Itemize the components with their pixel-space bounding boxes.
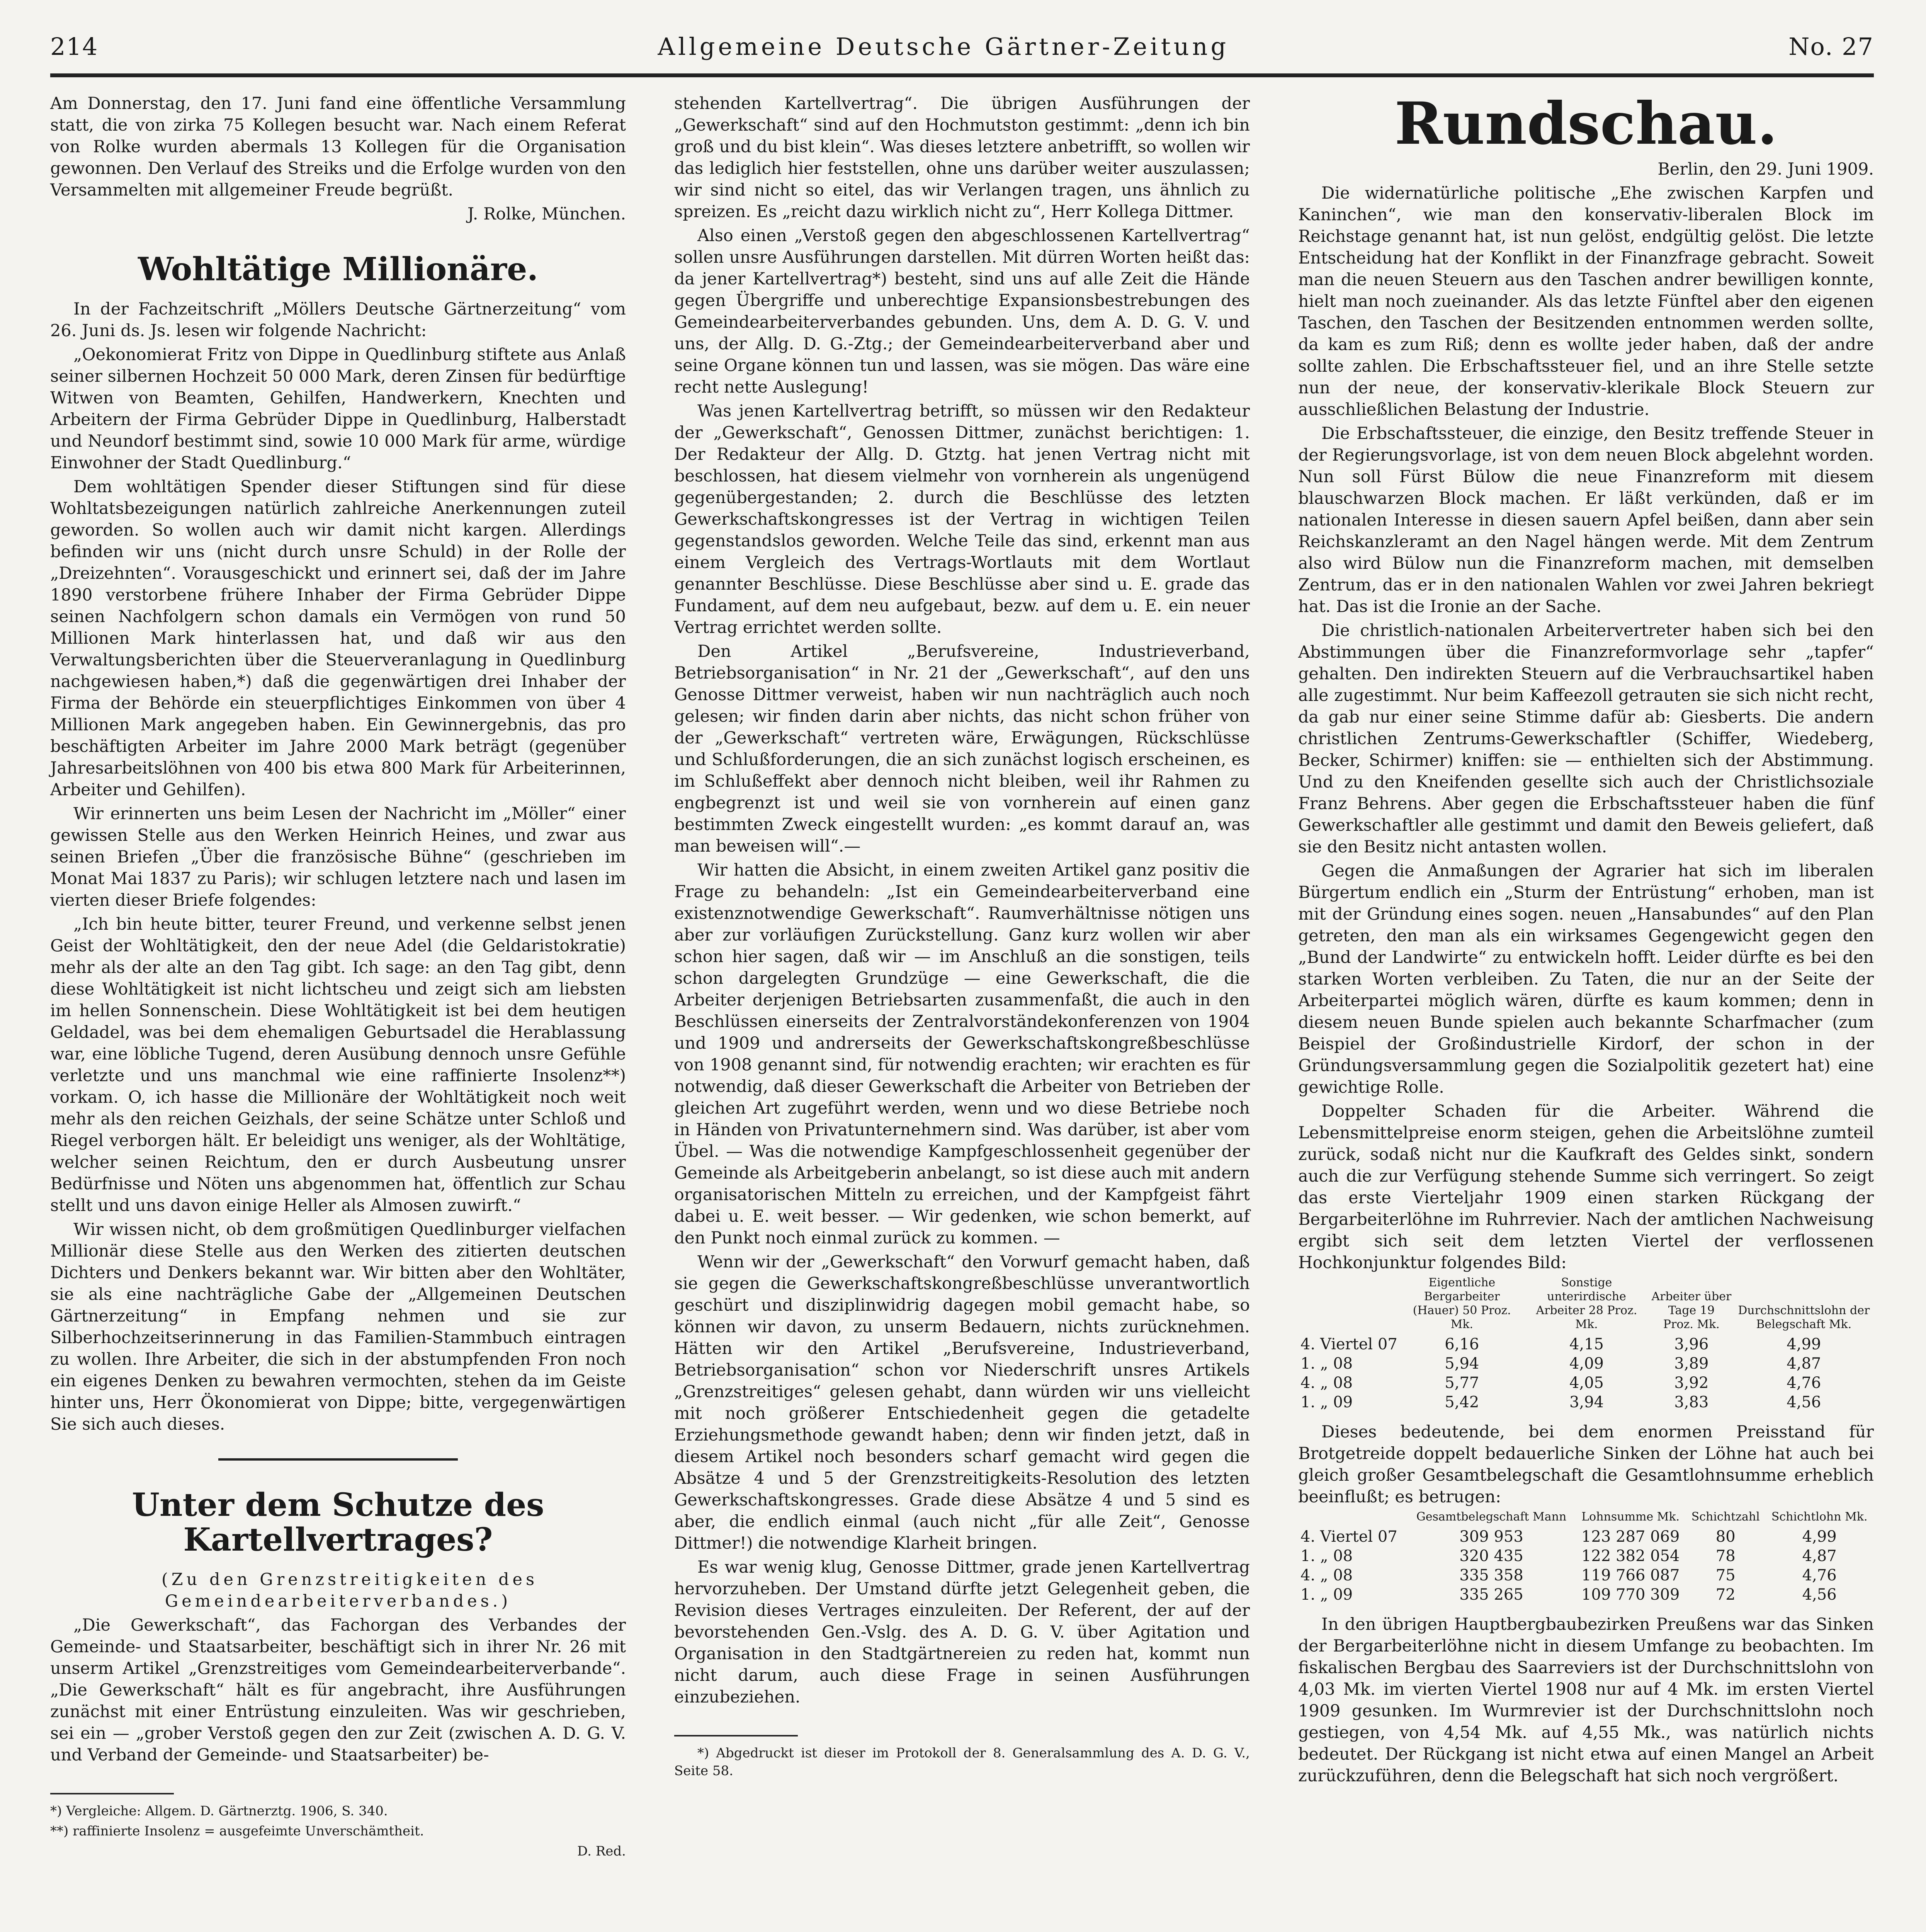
quote-paragraph: „Ich bin heute bitter, teurer Freund, und verkenne selbst jenen Geist der Wohltätigkeit, den der neue Adel (die Geldaristokratie) mehr als der alte an den Tag gibt. Ich sage: an den Tag gibt, denn diese Wohltätigkeit ist nicht lichtscheu und zeigt sich am liebsten im hellen Sonnenschein. Diese Wohltätigkeit ist bei dem heutigen Geldadel, was bei dem ehemaligen Geburtsadel die Herablassung war, eine löbliche Tugend, deren Ausübung dennoch unsre Gefühle verletzte und uns manchmal wie eine raffinierte Insolenz**) vorkam. O, ich hasse die Millionäre der Wohltätigkeit noch weit mehr als den reichen Geizhals, der seine Schätze unter Schloß und Riegel verborgen hält. Er beleidigt uns weniger, als der Wohltätige, welcher seinen Reichtum, den er durch Ausbeutung unsrer Bedürfnisse und Nöten uns abgenommen hat, öffentlich zur Schau stellt und uns davon einige Heller als Almosen zuwirft.“ (50, 915, 626, 1215)
table-cell: 4,76 (1787, 1374, 1821, 1392)
table-cell: 4,99 (1802, 1528, 1837, 1546)
newspaper-page (50, 23, 1874, 1932)
table-cell: 3,96 (1674, 1335, 1709, 1353)
table-cell: 78 (1715, 1547, 1736, 1565)
table-cell: 4. „ 08 (1300, 1566, 1353, 1584)
table-cell: 6,16 (1445, 1335, 1479, 1353)
paragraph: In den übrigen Hauptbergbaubezirken Preußens war das Sinken der Bergarbeiterlöhne nicht in diesem Umfange zu beobachten. Im fiskalischen Bergbau des Saarreviers ist der Durchschnittslohn von 4,03 Mk. im vierten Viertel 1908 nur auf 4 Mk. im ersten Viertel 1909 gesunken. Im Wurmrevier ist der Durchschnittslohn noch gestiegen, von 4,54 Mk. auf 4,55 Mk., was natürlich nichts bedeutet. Der Rückgang ist nicht etwa auf einen Mangel an Arbeit zurückzuführen, denn die Belegschaft hat sich noch vergrößert. (1298, 1615, 1874, 1786)
table-cell: 335 358 (1459, 1566, 1523, 1584)
column-1 (50, 93, 626, 1862)
paragraph: Doppelter Schaden für die Arbeiter. Während die Lebensmittelpreise enorm steigen, gehen die Arbeitslöhne zumteil zurück, sodaß nicht nur die Kaufkraft des Geldes sinkt, sondern auch die zur Verfügung stehende Summe sich verringert. So zeigt das erste Vierteljahr 1909 einen starken Rückgang der Bergarbeiterlöhne im Ruhrrevier. Nach der amtlichen Nachweisung ergibt sich seit dem letzten Viertel der verflossenen Hochkonjunktur folgendes Bild: (1298, 1102, 1874, 1272)
table-cell: 3,89 (1674, 1355, 1709, 1372)
paragraph: stehenden Kartellvertrag“. Die übrigen Ausführungen der „Gewerkschaft“ sind auf den Hochmutston gestimmt: „denn ich bin groß und du bist klein“. Was dieses letztere anbetrifft, so wollen wir das lediglich hier feststellen, ohne uns darüber weiter auszulassen; wir sind nicht so eitel, das wir Verlangen tragen, uns ähnlich zu spreizen. Es „reicht dazu wirklich nicht zu“, Herr Kollega Dittmer. (674, 94, 1250, 221)
table-header: Gesamtbelegschaft Mann (1416, 1510, 1567, 1524)
table-cell: 5,77 (1445, 1374, 1479, 1392)
wage-table-1 (1298, 1276, 1874, 1412)
paragraph: Wenn wir der „Gewerkschaft“ den Vorwurf gemacht haben, daß sie gegen die Gewerkschaftskongreßbeschlüsse unverantwortlich geschürt und disziplinwidrig dagegen mobil gemacht habe, so können wir davon, zu unserm Bedauern, nichts zurücknehmen. Hätten wir den Artikel „Berufsvereine, Industrieverband, Betriebsorganisation“ schon vor Niederschrift unsres Artikels „Grenzstreitiges“ gelesen gehabt, dann würden wir uns vielleicht mit noch größerer Entschiedenheit gegen die getadelte Erziehungsmethode gewandt haben; denn wir finden jetzt, daß in diesem Artikel noch besonders scharf gemacht wird gegen die Absätze 4 und 5 der Grenzstreitigkeits-Resolution des letzten Gewerkschaftskongresses. Grade diese Absätze 4 und 5 sind es aber, die endlich einmal (auch nicht „für alle Zeit“, Genosse Dittmer!) die notwendige Klarheit bringen. (674, 1252, 1250, 1553)
paragraph: Wir erinnerten uns beim Lesen der Nachricht im „Möller“ einer gewissen Stelle aus den Werken Heinrich Heines, und zwar aus seinen Briefen „Über die französische Bühne“ (geschrieben im Monat Mai 1837 zu Paris); wir schlugen letztere nach und lasen im vierten dieser Briefe folgendes: (50, 804, 626, 910)
masthead-rule (50, 73, 1874, 77)
table-cell: 5,42 (1445, 1393, 1479, 1411)
table-cell: 4. Viertel 07 (1300, 1335, 1397, 1353)
paragraph: Es war wenig klug, Genosse Dittmer, grade jenen Kartellvertrag hervorzuheben. Der Umstand dürfte jetzt Gelegenheit geben, die Revision dieses Vertrages einzuleiten. Der Referent, der auf der bevorstehenden Gen.-Vslg. des A. D. G. V. über Agitation und Organisation in den Stadtgärtnereien zu reden hat, kommt nun nicht darum, auch diese Frage in seinen Ausführungen einzubeziehen. (674, 1558, 1250, 1707)
footnote-rule (674, 1735, 798, 1736)
table-cell: 1. „ 08 (1300, 1355, 1353, 1372)
table-cell: 72 (1715, 1586, 1736, 1604)
article-heading-wohltaetige: Wohltätige Millionäre. (138, 251, 538, 288)
table-cell: 1. „ 08 (1300, 1547, 1353, 1565)
table-cell: 1. „ 09 (1300, 1393, 1353, 1411)
paragraph: Die christlich-nationalen Arbeitervertreter haben sich bei den Abstimmungen über die Finanzreformvorlage sehr „tapfer“ gehalten. Den indirekten Steuern auf die Verbrauchsartikel haben alle zugestimmt. Nur beim Kaffeezoll getrauten sie sich nicht recht, da gab nur einer seine Stimme dafür ab: Giesberts. Die andern christlichen Zentrums-Gewerkschaftler (Schiffer, Wiedeberg, Becker, Schirmer) kniffen: sie — enthielten sich der Abstimmung. Und zu den Kneifenden gesellte sich auch der Christlichsoziale Franz Behrens. Aber gegen die Erbschaftssteuer haben die fünf Gewerkschaftler alle gestimmt und damit den Beweis geliefert, daß sie den Besitz nicht antasten wollen. (1298, 621, 1874, 857)
table-row (1298, 1566, 1874, 1585)
intro-paragraph: Am Donnerstag, den 17. Juni fand eine öffentliche Versammlung statt, die von zirka 75 Kollegen besucht war. Nach einem Referat von Rolke wurden abermals 13 Kollegen für die Organisation gewonnen. Den Verlauf des Streiks und die Erfolge wurden von den Versammelten mit allgemeiner Freude begrüßt. (50, 94, 626, 200)
wage-table-2 (1298, 1510, 1874, 1604)
paragraph: Gegen die Anmaßungen der Agrarier hat sich im liberalen Bürgertum endlich ein „Sturm der Entrüstung“ erhoben, man ist mit der Gründung eines sogen. neuen „Hansabundes“ auf den Plan getreten, den man als ein wirksames Gegengewicht gegen den „Bund der Landwirte“ zu entwickeln hofft. Leider dürfte es bei den starken Worten verbleiben. Zu Taten, die nur an der Seite der Arbeiterpartei möglich wären, dürfte es kaum kommen; denn in diesem neuen Bunde spielen auch bekannte Scharfmacher (zum Beispiel der Großindustrielle Kirdorf, der schon in der Gründungsversammlung gegen die Sozialpolitik gezetert hat) eine gewichtige Rolle. (1298, 861, 1874, 1097)
section-separator (218, 1458, 458, 1461)
table-cell: 119 766 087 (1581, 1566, 1680, 1584)
table-cell: 3,83 (1674, 1393, 1709, 1411)
paragraph: Dem wohltätigen Spender dieser Stiftungen sind für diese Wohltatsbezeigungen natürlich zahlreiche Anerkennungen zuteil geworden. So wollen auch wir damit nicht kargen. Allerdings befinden wir uns (nicht durch unsre Schuld) in der Rolle der „Dreizehnten“. Vorausgeschickt und erinnert sei, daß der im Jahre 1890 verstorbene frühere Inhaber der Firma Gebrüder Dippe seinen Nachfolgern schon damals ein Vermögen von rund 50 Millionen Mark hinterlassen hat, und daß wir aus den Verwaltungsberichten über die Steuerveranlagung in Quedlinburg nachgewiesen haben,*) daß die gegenwärtigen drei Inhaber der Firma der Behörde ein steuerpflichtiges Einkommen von über 4 Millionen Mark angegeben haben. Ein Gewinnergebnis, das pro beschäftigten Arbeiter im Jahre 2000 Mark beträgt (gegenüber Jahresarbeitslöhnen von 400 bis etwa 800 Mark für Arbeiterinnen, Arbeiter und Gehilfen). (50, 477, 626, 799)
table-row (1298, 1527, 1874, 1546)
table-header (1298, 1276, 1400, 1335)
paragraph: Also einen „Verstoß gegen den abgeschlossenen Kartellvertrag“ sollen unsre Ausführungen darstellen. Mit dürren Worten heißt das: da jener Kartellvertrag*) besteht, sind uns auf alle Zeit die Hände gegen Übergriffe und unberechtige Expansionsbestrebungen des Gemeindearbeiterverbandes gebunden. Uns, dem A. D. G. V. und uns, der Allg. D. G.-Ztg.; der Gemeindearbeiterverband aber und seine Organe können tun und lassen, was sie mögen. Das wäre eine recht nette Auslegung! (674, 226, 1250, 397)
paragraph: „Die Gewerkschaft“, das Fachorgan des Verbandes der Gemeinde- und Staatsarbeiter, beschäftigt sich in ihrer Nr. 26 mit unserm Artikel „Grenzstreitiges vom Gemeindearbeiterverbande“. „Die Gewerkschaft“ hält es für angebracht, ihre Ausführungen zunächst mit einer Entrüstung einzuleiten. Was wir geschrieben, sei ein — „grober Verstoß gegen den zur Zeit (zwischen A. D. G. V. und Verband der Gemeinde- und Staatsarbeiter) be- (50, 1616, 626, 1765)
article-subheading: (Zu den Grenzstreitigkeiten des Gemeindearbeiterverbandes.) (161, 1570, 538, 1611)
footnote-signature: D. Red. (577, 1844, 626, 1859)
paragraph: Dieses bedeutende, bei dem enormen Preisstand für Brotgetreide doppelt bedauerliche Sinken der Löhne hat auch bei gleich großer Gesamtbelegschaft die Gesamtlohnsumme erheblich beeinflußt; es betrugen: (1298, 1422, 1874, 1507)
table-cell: 122 382 054 (1581, 1547, 1680, 1565)
footnote: **) raffinierte Insolenz = ausgefeimte Unverschämtheit. (50, 1823, 424, 1839)
footnote: *) Vergleiche: Allgem. D. Gärtnerztg. 1906, S. 340. (50, 1803, 388, 1819)
table-cell: 3,94 (1569, 1393, 1604, 1411)
table-cell: 5,94 (1445, 1355, 1479, 1372)
table-row (1298, 1354, 1874, 1373)
table-cell: 123 287 069 (1581, 1528, 1680, 1546)
footnote-rule (50, 1793, 174, 1794)
table-header: Arbeiter über Tage 19 Proz. Mk. (1651, 1290, 1732, 1331)
intro-signature: J. Rolke, München. (467, 204, 626, 224)
table-header: Eigentliche Bergarbeiter (Hauer) 50 Proz. Mk. (1413, 1276, 1511, 1331)
table-cell: 4,87 (1787, 1355, 1821, 1372)
table-row (1298, 1393, 1874, 1412)
table-cell: 335 265 (1459, 1586, 1523, 1604)
paragraph: In der Fachzeitschrift „Möllers Deutsche Gärtnerzeitung“ vom 26. Juni ds. Js. lesen wir folgende Nachricht: (50, 299, 626, 340)
table-cell: 4. Viertel 07 (1300, 1528, 1397, 1546)
table-cell: 3,92 (1674, 1374, 1709, 1392)
table-cell: 4,76 (1802, 1566, 1837, 1584)
paragraph: Was jenen Kartellvertrag betrifft, so müssen wir den Redakteur der „Gewerkschaft“, Genossen Dittmer, zunächst berichtigen: 1. Der Redakteur der Allg. D. Gtztg. hat jenen Vertrag nicht mit beschlossen, hat diesem vielmehr von vornherein als ungenügend gegenübergestanden; 2. durch die Beschlüsse des letzten Gewerkschaftskongresses ist der Vertrag in wichtigen Teilen gegenstandslos geworden. Welche Teile das sind, erkennt man aus einem Vergleich des Vertrags-Wortlauts mit dem Wortlaut genannter Beschlüsse. Diese Beschlüsse aber sind u. E. grade das Fundament, auf dem neu aufgebaut, bezw. auf dem u. E. ein neuer Vertrag errichtet werden sollte. (674, 401, 1250, 637)
article-heading-kartellvertrag: Unter dem Schutze des Kartellvertrages? (132, 1486, 544, 1558)
table-cell: 320 435 (1459, 1547, 1523, 1565)
newspaper-title: Allgemeine Deutsche Gärtner-Zeitung (658, 32, 1229, 61)
table-cell: 75 (1715, 1566, 1736, 1584)
paragraph: Die widernatürliche politische „Ehe zwischen Karpfen und Kaninchen“, wie man den konservativ-liberalen Block im Reichstage genannt hat, ist nun gelöst, endgültig gelöst. Die letzte Entscheidung hat der Konflikt in der Finanzfrage gebracht. Soweit man die neuen Steuern aus den Taschen andrer bewilligen konnte, hielt man noch zueinander. Als das letzte Fünftel aber den eigenen Taschen, den Taschen der Besitzenden entnommen werden sollte, da kam es zum Riß; denn es wollte jeder haben, daß der andre sollte zahlen. Die Erbschaftssteuer fiel, und an ihre Stelle setzte nun der neue, der konservativ-klerikale Block Steuern zur ausschließlichen Belastung der Industrie. (1298, 184, 1874, 419)
paragraph: Wir hatten die Absicht, in einem zweiten Artikel ganz positiv die Frage zu behandeln: „Ist ein Gemeindearbeiterverband eine existenznotwendige Gewerkschaft“. Raumverhältnisse nötigen uns aber zur vorläufigen Zurückstellung. Ganz kurz wollen wir aber schon hier sagen, daß wir — im Anschluß an die sonstigen, teils schon dargelegten Grundzüge — eine Gewerkschaft, die die Arbeiter derjenigen Betriebsarten zusammenfaßt, die auch in den Beschlüssen einerseits der Zentralvorständekonferenzen von 1904 und 1909 und andrerseits der Gewerkschaftskongreßbeschlüsse von 1908 genannt sind, für notwendig erachten; wir erachten es für notwendig, daß dieser Gewerkschaft die Arbeiter von Betrieben der gleichen Art zugeführt werden, wenn und wo diese Betriebe noch in Händen von Privatunternehmern sind. Was darüber, ist aber vom Übel. — Was die notwendige Kampfgeschlossenheit gegenüber der Gemeinde als Arbeitgeberin anbelangt, so ist diese auch mit andern organisatorischen Mitteln zu erreichen, und der Kampfgeist fährt dabei u. E. weit besser. — Wir gedenken, wie schon bemerkt, auf den Punkt noch einmal zurück zu kommen. — (674, 861, 1250, 1248)
column-2 (674, 93, 1250, 1782)
table-header (1298, 1510, 1408, 1527)
table-cell: 4,99 (1787, 1335, 1821, 1353)
dateline: Berlin, den 29. Juni 1909. (1657, 160, 1874, 179)
footnote: *) Abgedruckt ist dieser im Protokoll der 8. Generalsammlung des A. D. G. V., Seite 58. (674, 1745, 1250, 1779)
paragraph: Wir wissen nicht, ob dem großmütigen Quedlinburger vielfachen Millionär diese Stelle aus den Werken des zitierten deutschen Dichters und Denkers bekannt war. Wir bitten aber den Wohltäter, sie als eine nachträgliche Gabe der „Allgemeinen Deutschen Gärtnerzeitung“ in Empfang nehmen und sie zur Silberhochzeitserinnerung in das Familien-Stammbuch eintragen zu wollen. Ihre Arbeiter, die sich in der abstumpfenden Fron noch ein eigenes Denken zu bewahren vermochten, stehen da im Geiste hinter uns, Herr Ökonomierat von Dippe; bitte, vergegenwärtigen Sie sich auch dieses. (50, 1220, 626, 1434)
table-cell: 4,56 (1787, 1393, 1821, 1411)
table-row (1298, 1546, 1874, 1566)
table-header: Schichtlohn Mk. (1771, 1510, 1868, 1524)
issue-number: No. 27 (1788, 32, 1874, 61)
paragraph: Den Artikel „Berufsvereine, Industrieverband, Betriebsorganisation“ in Nr. 21 der „Gewerkschaft“, auf den uns Genosse Dittmer verweist, haben wir nun nachträglich auch noch gelesen; wir finden darin aber nichts, das nicht schon früher von der „Gewerkschaft“ vertreten wäre, Erwägungen, Rückschlüsse und Schlußforderungen, die an sich zunächst logisch erscheinen, es im Schlußeffekt aber dennoch nicht bleiben, weil ihr Rahmen zu engbegrenzt ist und weil sie von vornherein auf einen ganz bestimmten Zweck eingestellt wurden: „es kommt darauf an, was man beweisen will“.— (674, 642, 1250, 856)
table-header: Durchschnittslohn der Belegschaft Mk. (1738, 1304, 1870, 1331)
page-number: 214 (50, 32, 99, 61)
table-cell: 1. „ 09 (1300, 1586, 1353, 1604)
table-header: Sonstige unterirdische Arbeiter 28 Proz. Mk. (1536, 1276, 1637, 1331)
masthead (50, 23, 1874, 70)
table-cell: 4,05 (1569, 1374, 1604, 1392)
table-row (1298, 1585, 1874, 1604)
paragraph: Die Erbschaftssteuer, die einzige, den Besitz treffende Steuer in der Regierungsvorlage, ist von dem neuen Block abgelehnt worden. Nun soll Fürst Bülow die neue Finanzreform mit diesem blauschwarzen Block machen. Er läßt verkünden, daß er im nationalen Interesse in diesen sauern Apfel beißen, dann aber sein Reichskanzleramt an den Nagel hängen werde. Mit dem Zentrum also wird Bülow nun die Finanzreform machen, mit demselben Zentrum, das er in den nationalen Wahlen vor zwei Jahren bekriegt hat. Das ist die Ironie an der Sache. (1298, 424, 1874, 616)
table-cell: 4. „ 08 (1300, 1374, 1353, 1392)
table-row (1298, 1373, 1874, 1393)
table-cell: 4,56 (1802, 1586, 1837, 1604)
table-header: Lohnsumme Mk. (1581, 1510, 1680, 1524)
table-cell: 4,15 (1569, 1335, 1604, 1353)
column-3 (1298, 90, 1874, 1789)
table-row (1298, 1335, 1874, 1354)
table-cell: 309 953 (1459, 1528, 1523, 1546)
table-cell: 4,09 (1569, 1355, 1604, 1372)
table-cell: 109 770 309 (1581, 1586, 1680, 1604)
table-cell: 80 (1715, 1528, 1736, 1546)
paragraph: „Oekonomierat Fritz von Dippe in Quedlinburg stiftete aus Anlaß seiner silbernen Hochzeit 50 000 Mark, deren Zinsen für bedürftige Witwen von Beamten, Gehilfen, Handwerkern, Knechten und Arbeitern der Firma Gebrüder Dippe in Quedlinburg, Halberstadt und Neundorf bestimmt sind, sowie 10 000 Mark für arme, würdige Einwohner der Stadt Quedlinburg.“ (50, 345, 626, 473)
rundschau-heading: Rundschau. (1394, 90, 1778, 158)
table-cell: 4,87 (1802, 1547, 1837, 1565)
table-header: Schichtzahl (1691, 1510, 1760, 1524)
